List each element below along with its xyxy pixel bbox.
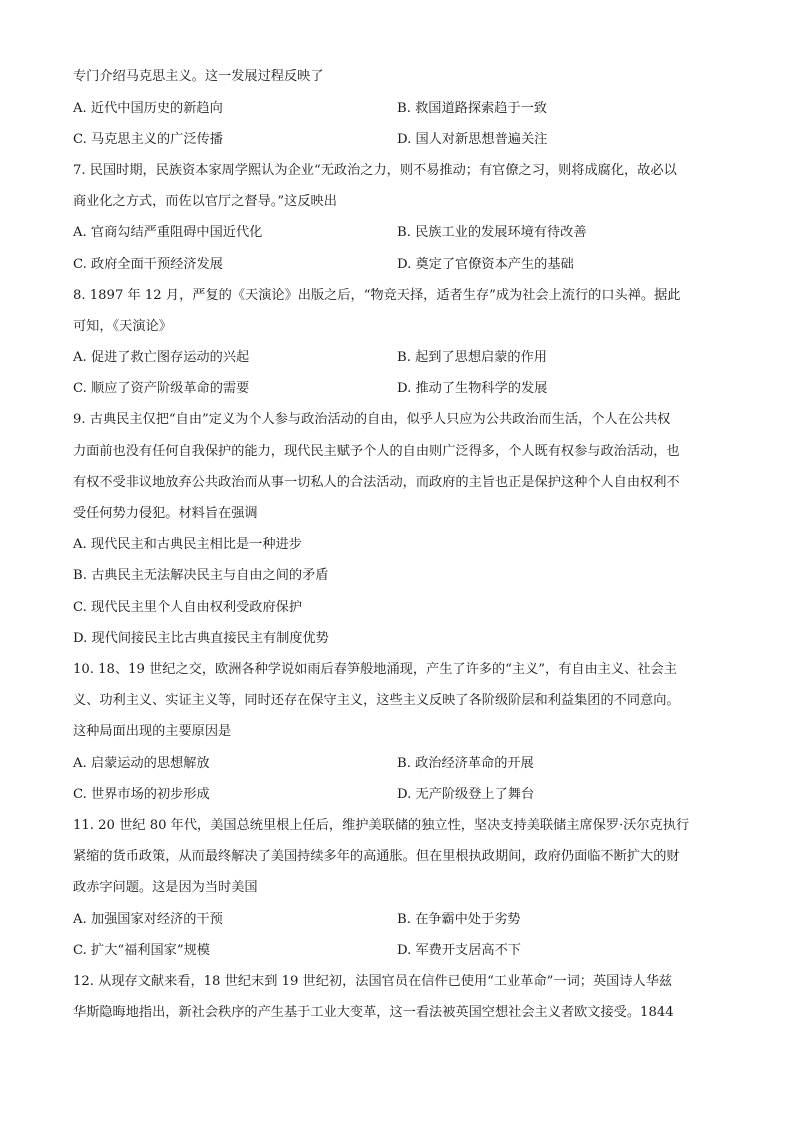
q9-stem-line-2: 力面前也没有任何自我保护的能力，现代民主赋予个人的自由则广泛得多，个人既有权参与政治活动，也	[73, 444, 680, 459]
q9-option-d: D. 现代间接民主比古典直接民主有制度优势	[73, 631, 329, 646]
q6-option-a: A. 近代中国历史的新趋向	[73, 101, 223, 116]
q10-option-a: A. 启蒙运动的思想解放	[73, 756, 210, 771]
q7-option-b: B. 民族工业的发展环境有待改善	[397, 225, 587, 240]
q12-stem-line-2: 华斯隐晦地指出，新社会秩序的产生基于工业大变革，这一看法被英国空想社会主义者欧文接受。1844	[73, 1005, 674, 1020]
q9-option-b: B. 古典民主无法解决民主与自由之间的矛盾	[73, 568, 329, 583]
q8-option-d: D. 推动了生物科学的发展	[397, 381, 548, 396]
q7-option-a: A. 官商勾结严重阻碍中国近代化	[73, 225, 263, 240]
q8-option-c: C. 顺应了资产阶级革命的需要	[73, 381, 250, 396]
q7-option-d: D. 奠定了官僚资本产生的基础	[397, 257, 574, 272]
q11-stem-line-1: 11. 20 世纪 80 年代，美国总统里根上任后，维护美联储的独立性，坚决支持美联储主席保罗·沃尔克执行	[73, 818, 690, 833]
q11-stem-line-2: 紧缩的货币政策，从而最终解决了美国持续多年的高通胀。但在里根执政期间，政府仍面临不断扩大的财	[73, 849, 680, 864]
q9-option-a: A. 现代民主和古典民主相比是一种进步	[73, 537, 302, 552]
q10-stem-line-3: 这种局面出现的主要原因是	[73, 724, 232, 739]
q9-stem-line-3: 有权不受非议地放弃公共政治而从事一切私人的合法活动，而政府的主旨也正是保护这种个人自由权利不	[73, 475, 680, 490]
q12-stem-line-1: 12. 从现存文献来看，18 世纪末到 19 世纪初，法国官员在信件已使用“工业革命”一词；英国诗人华兹	[73, 974, 673, 989]
q7-option-c: C. 政府全面干预经济发展	[73, 257, 223, 272]
q7-stem-line-2: 商业化之方式，而佐以官厅之督导。”这反映出	[73, 194, 337, 209]
q10-stem-line-1: 10. 18、19 世纪之交，欧洲各种学说如雨后春笋般地涌现，产生了许多的“主义”，有自由主义、社会主	[73, 662, 677, 677]
q10-option-b: B. 政治经济革命的开展	[397, 756, 534, 771]
q11-stem-line-3: 政赤字问题。这是因为当时美国	[73, 880, 258, 895]
q10-option-c: C. 世界市场的初步形成	[73, 787, 210, 802]
q10-option-d: D. 无产阶级登上了舞台	[397, 787, 535, 802]
q6-stem-line: 专门介绍马克思主义。这一发展过程反映了	[73, 69, 324, 84]
q8-stem-line-2: 可知，《天演论》	[73, 319, 172, 334]
q6-option-c: C. 马克思主义的广泛传播	[73, 132, 223, 147]
q11-option-a: A. 加强国家对经济的干预	[73, 912, 223, 927]
q11-option-d: D. 军费开支居高不下	[397, 943, 521, 958]
q8-option-a: A. 促进了救亡图存运动的兴起	[73, 350, 250, 365]
q11-option-b: B. 在争霸中处于劣势	[397, 912, 521, 927]
q6-option-b: B. 救国道路探索趋于一致	[397, 101, 547, 116]
q7-stem-line-1: 7. 民国时期，民族资本家周学熙认为企业“无政治之力，则不易推动；有官僚之习，则将成腐化，故必以	[73, 163, 677, 178]
q11-option-c: C. 扩大“福利国家”规模	[73, 943, 210, 958]
q9-option-c: C. 现代民主里个人自由权利受政府保护	[73, 600, 303, 615]
q8-stem-line-1: 8. 1897 年 12 月，严复的《天演论》出版之后，“物竞天择，适者生存”成为社会上流行的口头禅。据此	[73, 288, 681, 303]
q10-stem-line-2: 义、功利主义、实证主义等，同时还存在保守主义，这些主义反映了各阶级阶层和利益集团的不同意向。	[73, 693, 680, 708]
q8-option-b: B. 起到了思想启蒙的作用	[397, 350, 547, 365]
q6-option-d: D. 国人对新思想普遍关注	[397, 132, 548, 147]
q9-stem-line-4: 受任何势力侵犯。材料旨在强调	[73, 506, 258, 521]
q9-stem-line-1: 9. 古典民主仅把“自由”定义为个人参与政治活动的自由，似乎人只应为公共政治而生活，个人在公共权	[73, 412, 671, 427]
